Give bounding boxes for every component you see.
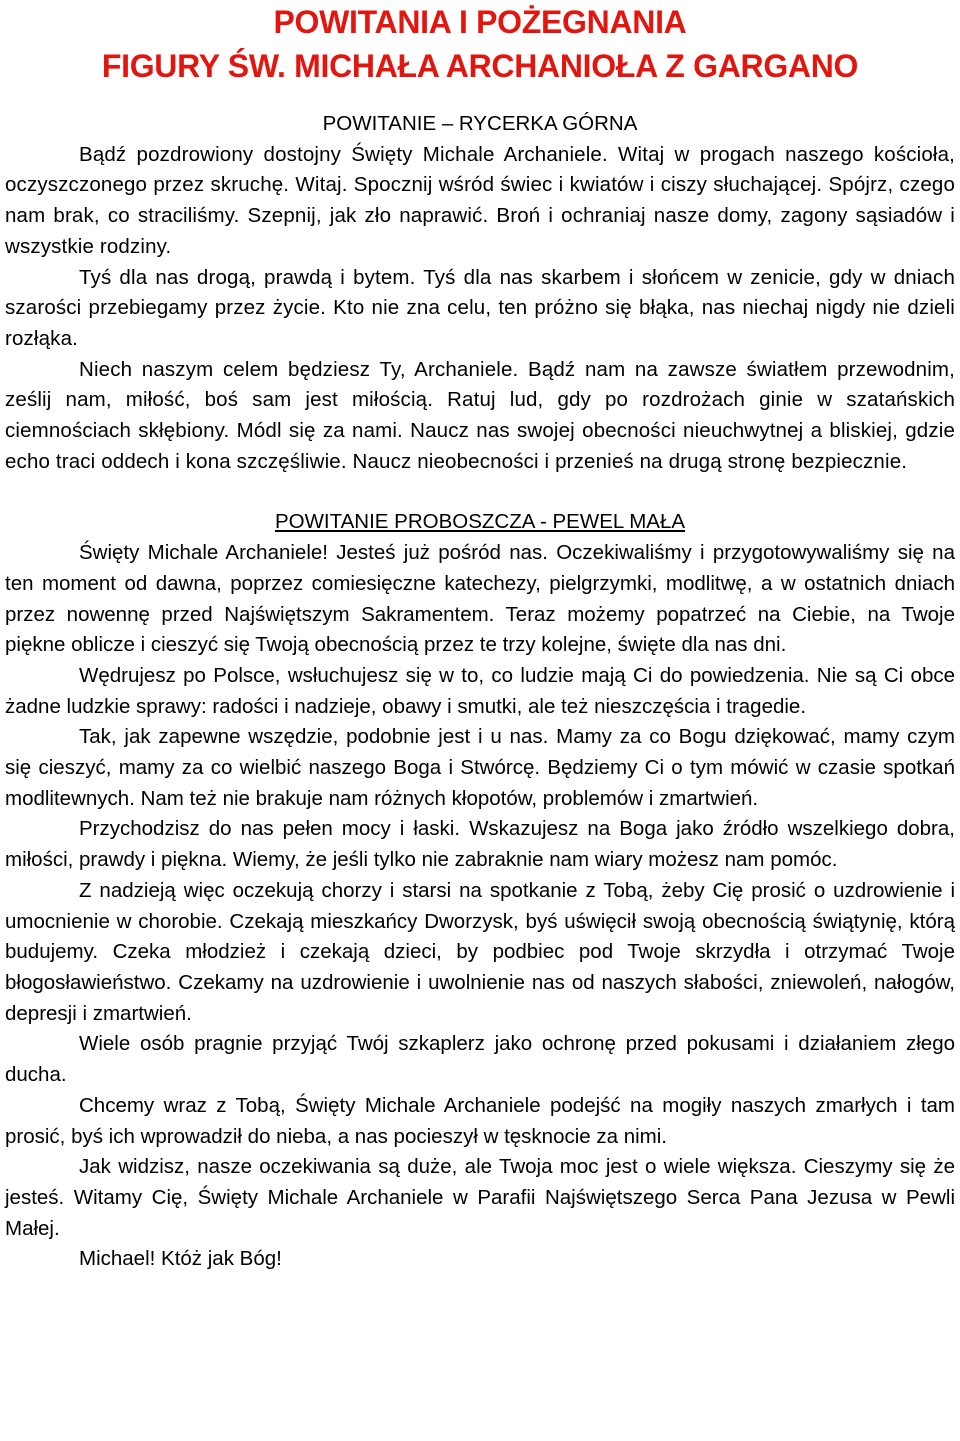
spacer — [5, 88, 955, 109]
paragraph: Wędrujesz po Polsce, wsłuchujesz się w to, co ludzie mają Ci do powiedzenia. Nie są Ci obce żadne ludzkie sprawy: radości i nadzieje, obawy i smutki, ale też nieszczęścia i tragedie. — [5, 663, 955, 718]
paragraph: Przychodzisz do nas pełen mocy i łaski. Wskazujesz na Boga jako źródło wszelkiego dobra, miłości, prawdy i piękna. Wiemy, że jeśli tylko nie zabraknie nam wiary możesz nam pomóc. — [5, 817, 955, 872]
section-powitanie-proboszcza — [5, 507, 955, 1275]
section-powitanie-rycerka-gorna — [5, 109, 955, 477]
paragraph: Chcemy wraz z Tobą, Święty Michale Archaniele podejść na mogiły naszych zmarłych i tam prosić, byś ich wprowadził do nieba, a nas pocieszył w tęsknocie za nimi. — [5, 1093, 955, 1148]
section-heading: POWITANIE PROBOSZCZA - PEWEL MAŁA — [274, 510, 686, 534]
paragraph: Bądź pozdrowiony dostojny Święty Michale Archaniele. Witaj w progach naszego kościoła, oczyszczonego przez skruchę. Witaj. Spocznij wśród świec i kwiatów i ciszy słuchającej. Spójrz, czego nam brak, co straciliśmy. Szepnij, jak zło naprawić. Broń i ochraniaj nasze domy, zagony sąsiadów i wszystkie rodziny. — [5, 142, 955, 258]
paragraph: Święty Michale Archaniele! Jesteś już pośród nas. Oczekiwaliśmy i przygotowywaliśmy się na ten moment od dawna, poprzez comiesięczne katechezy, pielgrzymki, modlitwę, a w ostatnich dniach przez nowennę przed Najświętszym Sakramentem. Teraz możemy popatrzeć na Ciebie, na Twoje piękne oblicze i cieszyć się Twoją obecnością przez te trzy kolejne, święte dla nas dni. — [5, 541, 955, 657]
paragraph: Jak widzisz, nasze oczekiwania są duże, ale Twoja moc jest o wiele większa. Cieszymy się że jesteś. Witamy Cię, Święty Michale Archaniele w Parafii Najświętszego Serca Pana Jezusa w Pewli Małej. — [5, 1155, 955, 1240]
document-title-line-2: FIGURY ŚW. MICHAŁA ARCHANIOŁA Z GARGANO — [101, 48, 859, 84]
paragraph: Tyś dla nas drogą, prawdą i bytem. Tyś dla nas skarbem i słońcem w zenicie, gdy w dniach szarości przebiegamy przez życie. Kto nie zna celu, ten próżno się błąka, nas niechaj nigdy nie dzieli rozłąka. — [5, 265, 955, 350]
spacer — [5, 477, 955, 507]
paragraph: Wiele osób pragnie przyjąć Twój szkaplerz jako ochronę przed pokusami i działaniem złego ducha. — [5, 1032, 955, 1087]
document-title-line-1: POWITANIA I POŻEGNANIA — [273, 4, 687, 40]
document-page — [5, 0, 955, 1275]
paragraph: Tak, jak zapewne wszędzie, podobnie jest i u nas. Mamy za co Bogu dziękować, mamy czym się cieszyć, mamy za co wielbić naszego Boga i Stwórcę. Będziemy Ci o tym mówić w czasie spotkań modlitewnych. Nam też nie brakuje nam różnych kłopotów, problemów i zmartwień. — [5, 725, 955, 810]
section-heading: POWITANIE – RYCERKA GÓRNA — [322, 112, 638, 135]
paragraph: Niech naszym celem będziesz Ty, Archaniele. Bądź nam na zawsze światłem przewodnim, ześlij nam, miłość, boś sam jest miłością. Ratuj lud, gdy po rozdrożach ginie w szatańskich ciemnościach skłębiony. Módl się za nami. Naucz nas swojej obecności nieuchwytnej a bliskiej, gdzie echo traci oddech i kona szczęśliwie. Naucz nieobecności i przenieś na drugą stronę bezpiecznie. — [5, 357, 955, 473]
paragraph: Z nadzieją więc oczekują chorzy i starsi na spotkanie z Tobą, żeby Cię prosić o uzdrowienie i umocnienie w chorobie. Czekają mieszkańcy Dworzysk, byś uświęcił swoją obecnością świątynię, którą budujemy. Czeka młodzież i czekają dzieci, by podbiec pod Twoje skrzydła i otrzymać Twoje błogosławieństwo. Czekamy na uzdrowienie i uwolnienie nas od naszych słabości, zniewoleń, nałogów, depresji i zmartwień. — [5, 878, 955, 1025]
document-title — [5, 0, 955, 88]
closing-line: Michael! Któż jak Bóg! — [79, 1247, 282, 1271]
